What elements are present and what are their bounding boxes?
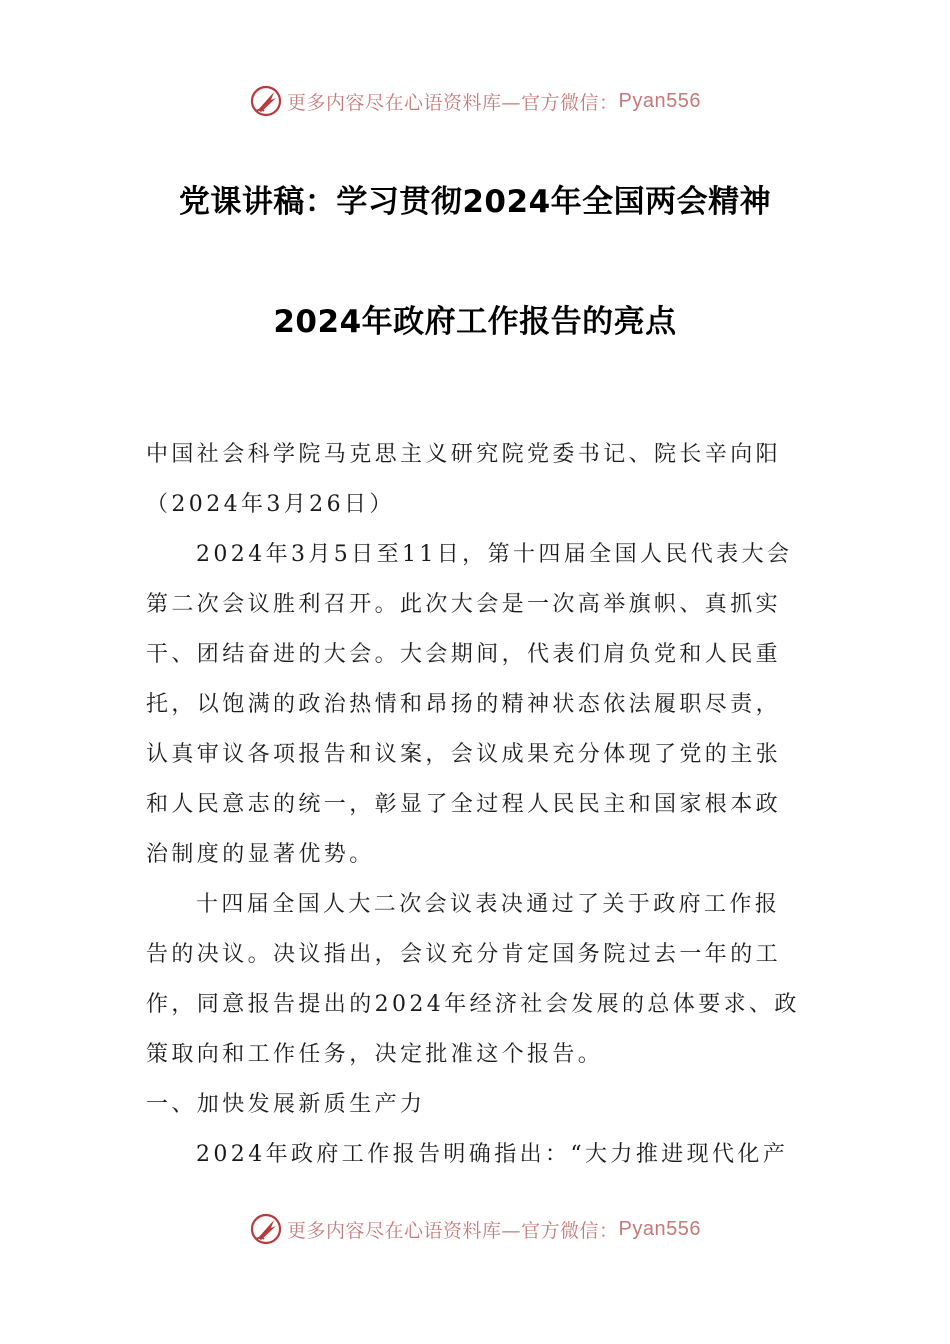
section-heading: 一、加快发展新质生产力 bbox=[146, 1092, 426, 1117]
quill-logo-icon bbox=[249, 1212, 283, 1246]
watermark-handle: Pyan556 bbox=[618, 89, 701, 112]
paragraph-line: 托，以饱满的政治热情和昂扬的精神状态依法履职尽责， bbox=[146, 692, 782, 717]
paragraph-line: 和人民意志的统一，彰显了全过程人民民主和国家根本政 bbox=[146, 792, 782, 817]
document-body bbox=[146, 430, 806, 1180]
footer-watermark bbox=[0, 1212, 950, 1246]
paragraph-2 bbox=[146, 880, 806, 1080]
watermark-text: 更多内容尽在心语资料库—官方微信： bbox=[287, 91, 619, 114]
paragraph-line: 策取向和工作任务，决定批准这个报告。 bbox=[146, 1042, 604, 1067]
author-line: 中国社会科学院马克思主义研究院党委书记、院长辛向阳 bbox=[146, 442, 782, 467]
paragraph-1 bbox=[146, 530, 806, 880]
paragraph-line: 作，同意报告提出的2024年经济社会发展的总体要求、政 bbox=[146, 992, 800, 1017]
document-title-line1: 党课讲稿：学习贯彻2024年全国两会精神 bbox=[178, 184, 772, 220]
header-watermark bbox=[0, 84, 950, 118]
paragraph-line: 治制度的显著优势。 bbox=[146, 842, 375, 867]
paragraph-line: 第二次会议胜利召开。此次大会是一次高举旗帜、真抓实 bbox=[146, 592, 782, 617]
paragraph-line: 2024年3月5日至11日，第十四届全国人民代表大会 bbox=[196, 542, 793, 567]
paragraph-line: 十四届全国人大二次会议表决通过了关于政府工作报 bbox=[196, 892, 781, 917]
watermark-handle: Pyan556 bbox=[618, 1217, 701, 1240]
paragraph-line: 告的决议。决议指出，会议充分肯定国务院过去一年的工 bbox=[146, 942, 782, 967]
paragraph-line: 认真审议各项报告和议案，会议成果充分体现了党的主张 bbox=[146, 742, 782, 767]
paragraph-3 bbox=[146, 1130, 806, 1180]
document-title-line2: 2024年政府工作报告的亮点 bbox=[273, 304, 677, 340]
paragraph-line: 2024年政府工作报告明确指出：“大力推进现代化产 bbox=[196, 1142, 789, 1167]
paragraph-line: 干、团结奋进的大会。大会期间，代表们肩负党和人民重 bbox=[146, 642, 782, 667]
watermark-text: 更多内容尽在心语资料库—官方微信： bbox=[287, 1219, 619, 1242]
quill-logo-icon bbox=[249, 84, 283, 118]
date-line: （2024年3月26日） bbox=[146, 492, 395, 517]
